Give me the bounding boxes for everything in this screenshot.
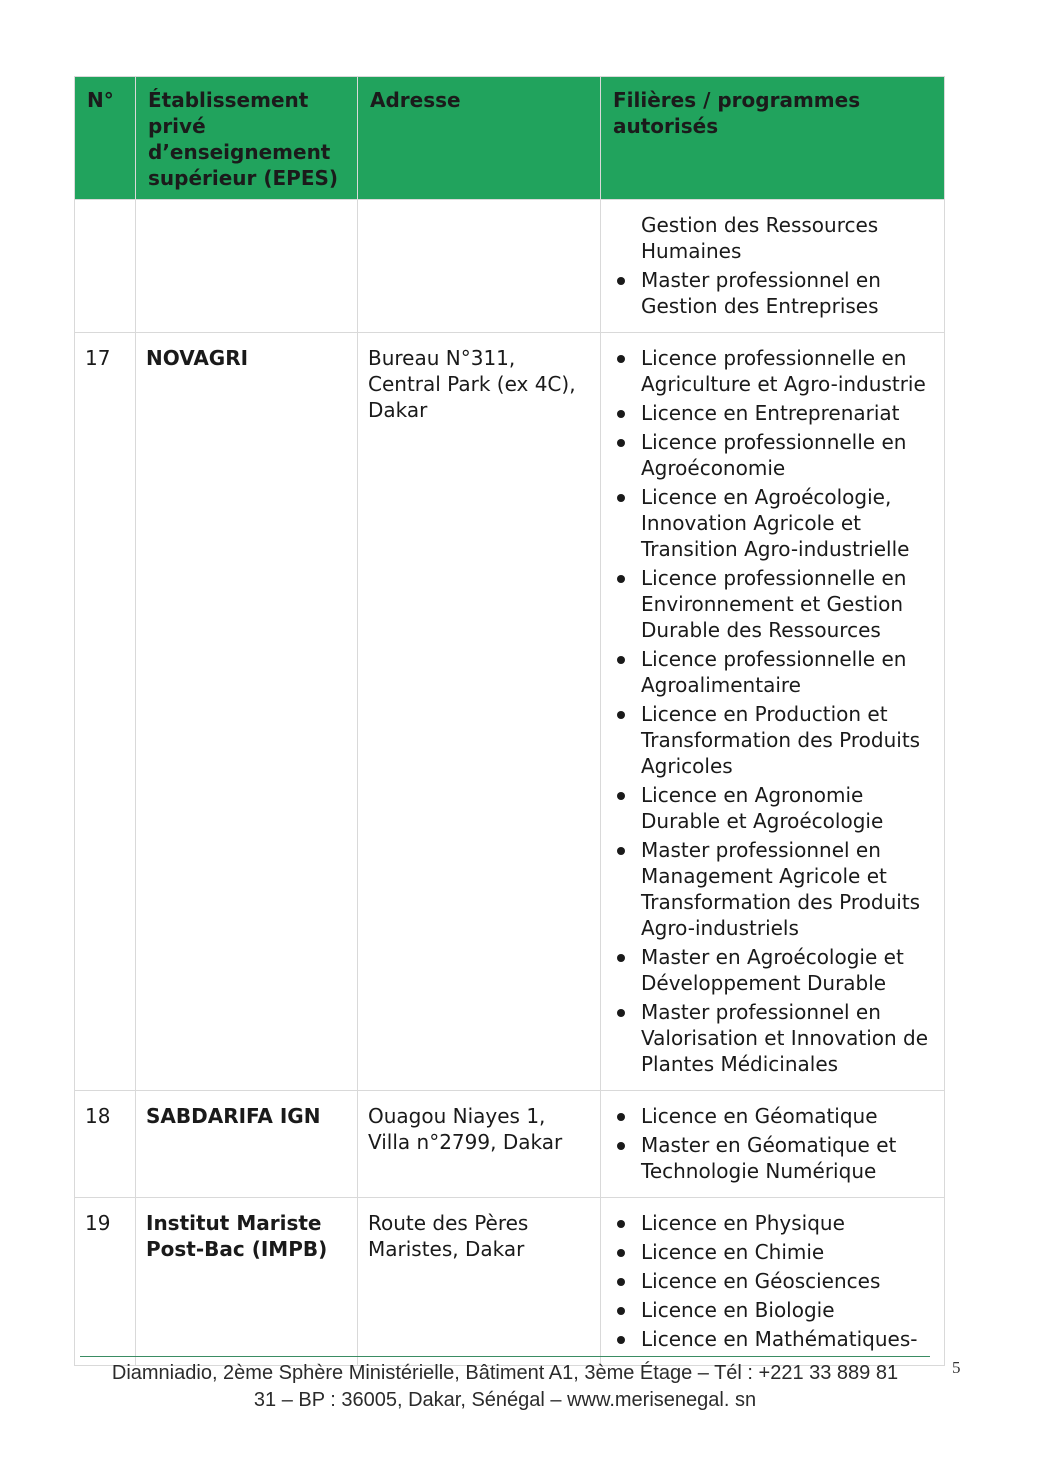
header-programs: Filières / programmes autorisés (601, 77, 945, 200)
program-item: Licence professionnelle en Agriculture et Agro-industrie (611, 345, 934, 397)
program-item: Licence en Chimie (611, 1239, 934, 1265)
cell-address: Ouagou Niayes 1, Villa n°2799, Dakar (358, 1091, 601, 1198)
program-item: Licence professionnelle en Agroéconomie (611, 429, 934, 481)
cell-num: 18 (75, 1091, 136, 1198)
cell-name: SABDARIFA IGN (136, 1091, 358, 1198)
cell-programs (601, 333, 945, 1091)
cell-name: NOVAGRI (136, 333, 358, 1091)
program-item: Master professionnel en Gestion des Entreprises (611, 267, 934, 319)
cell-num: 19 (75, 1198, 136, 1366)
header-establishment: Établissement privé d’enseignement supérieur (EPES) (136, 77, 358, 200)
bullet-icon (617, 277, 625, 285)
cell-name: Institut Mariste Post-Bac (IMPB) (136, 1198, 358, 1366)
bullet-icon (617, 439, 625, 447)
bullet-icon (617, 1249, 625, 1257)
program-item: Licence en Physique (611, 1210, 934, 1236)
epes-table (74, 76, 945, 1366)
bullet-icon (617, 575, 625, 583)
cell-num (75, 200, 136, 333)
cell-address: Bureau N°311, Central Park (ex 4C), Dakar (358, 333, 601, 1091)
header-address: Adresse (358, 77, 601, 200)
bullet-icon (617, 1113, 625, 1121)
program-item: Master professionnel en Management Agricole et Transformation des Produits Agro-industriels (611, 837, 934, 941)
bullet-icon (617, 792, 625, 800)
program-item: Master en Géomatique et Technologie Numérique (611, 1132, 934, 1184)
footer-address-line: Diamniadio, 2ème Sphère Ministérielle, Bâtiment A1, 3ème Étage – Tél : +221 33 889 81 (111, 1362, 899, 1384)
table-row (75, 333, 945, 1091)
bullet-icon (617, 954, 625, 962)
program-item: Licence en Biologie (611, 1297, 934, 1323)
cell-programs (601, 1091, 945, 1198)
table-header-row (75, 77, 945, 200)
program-item: Master professionnel en Valorisation et Innovation de Plantes Médicinales (611, 999, 934, 1077)
program-item: Licence en Agronomie Durable et Agroécologie (611, 782, 934, 834)
bullet-icon (617, 1307, 625, 1315)
program-item: Licence en Géosciences (611, 1268, 934, 1294)
cell-address: Route des Pères Maristes, Dakar (358, 1198, 601, 1366)
program-item: Licence en Agroécologie, Innovation Agricole et Transition Agro-industrielle (611, 484, 934, 562)
program-continuation-line: Gestion des Ressources Humaines (641, 213, 879, 263)
bullet-icon (617, 1336, 625, 1344)
bullet-icon (617, 494, 625, 502)
program-item: Licence en Production et Transformation des Produits Agricoles (611, 701, 934, 779)
program-item: Licence professionnelle en Agroalimentaire (611, 646, 934, 698)
footer-contact-line: 31 – BP : 36005, Dakar, Sénégal – www.merisenegal. sn (253, 1389, 757, 1411)
bullet-icon (617, 1220, 625, 1228)
program-item: Licence professionnelle en Environnement et Gestion Durable des Ressources (611, 565, 934, 643)
page-footer (80, 1360, 930, 1414)
cell-programs (601, 200, 945, 333)
cell-name (136, 200, 358, 333)
header-num: N° (75, 77, 136, 200)
footer-divider (80, 1356, 930, 1357)
bullet-icon (617, 656, 625, 664)
cell-num: 17 (75, 333, 136, 1091)
program-item: Licence en Géomatique (611, 1103, 934, 1129)
program-item: Master en Agroécologie et Développement Durable (611, 944, 934, 996)
table-row-continuation (75, 200, 945, 333)
bullet-icon (617, 847, 625, 855)
program-item: Licence en Entreprenariat (611, 400, 934, 426)
cell-programs (601, 1198, 945, 1366)
bullet-icon (617, 355, 625, 363)
bullet-icon (617, 1278, 625, 1286)
bullet-icon (617, 1142, 625, 1150)
table-row (75, 1198, 945, 1366)
program-item: Licence en Mathématiques- (611, 1326, 934, 1352)
table-row (75, 1091, 945, 1198)
page-number: 5 (952, 1358, 961, 1377)
bullet-icon (617, 410, 625, 418)
cell-address (358, 200, 601, 333)
bullet-icon (617, 1009, 625, 1017)
bullet-icon (617, 711, 625, 719)
